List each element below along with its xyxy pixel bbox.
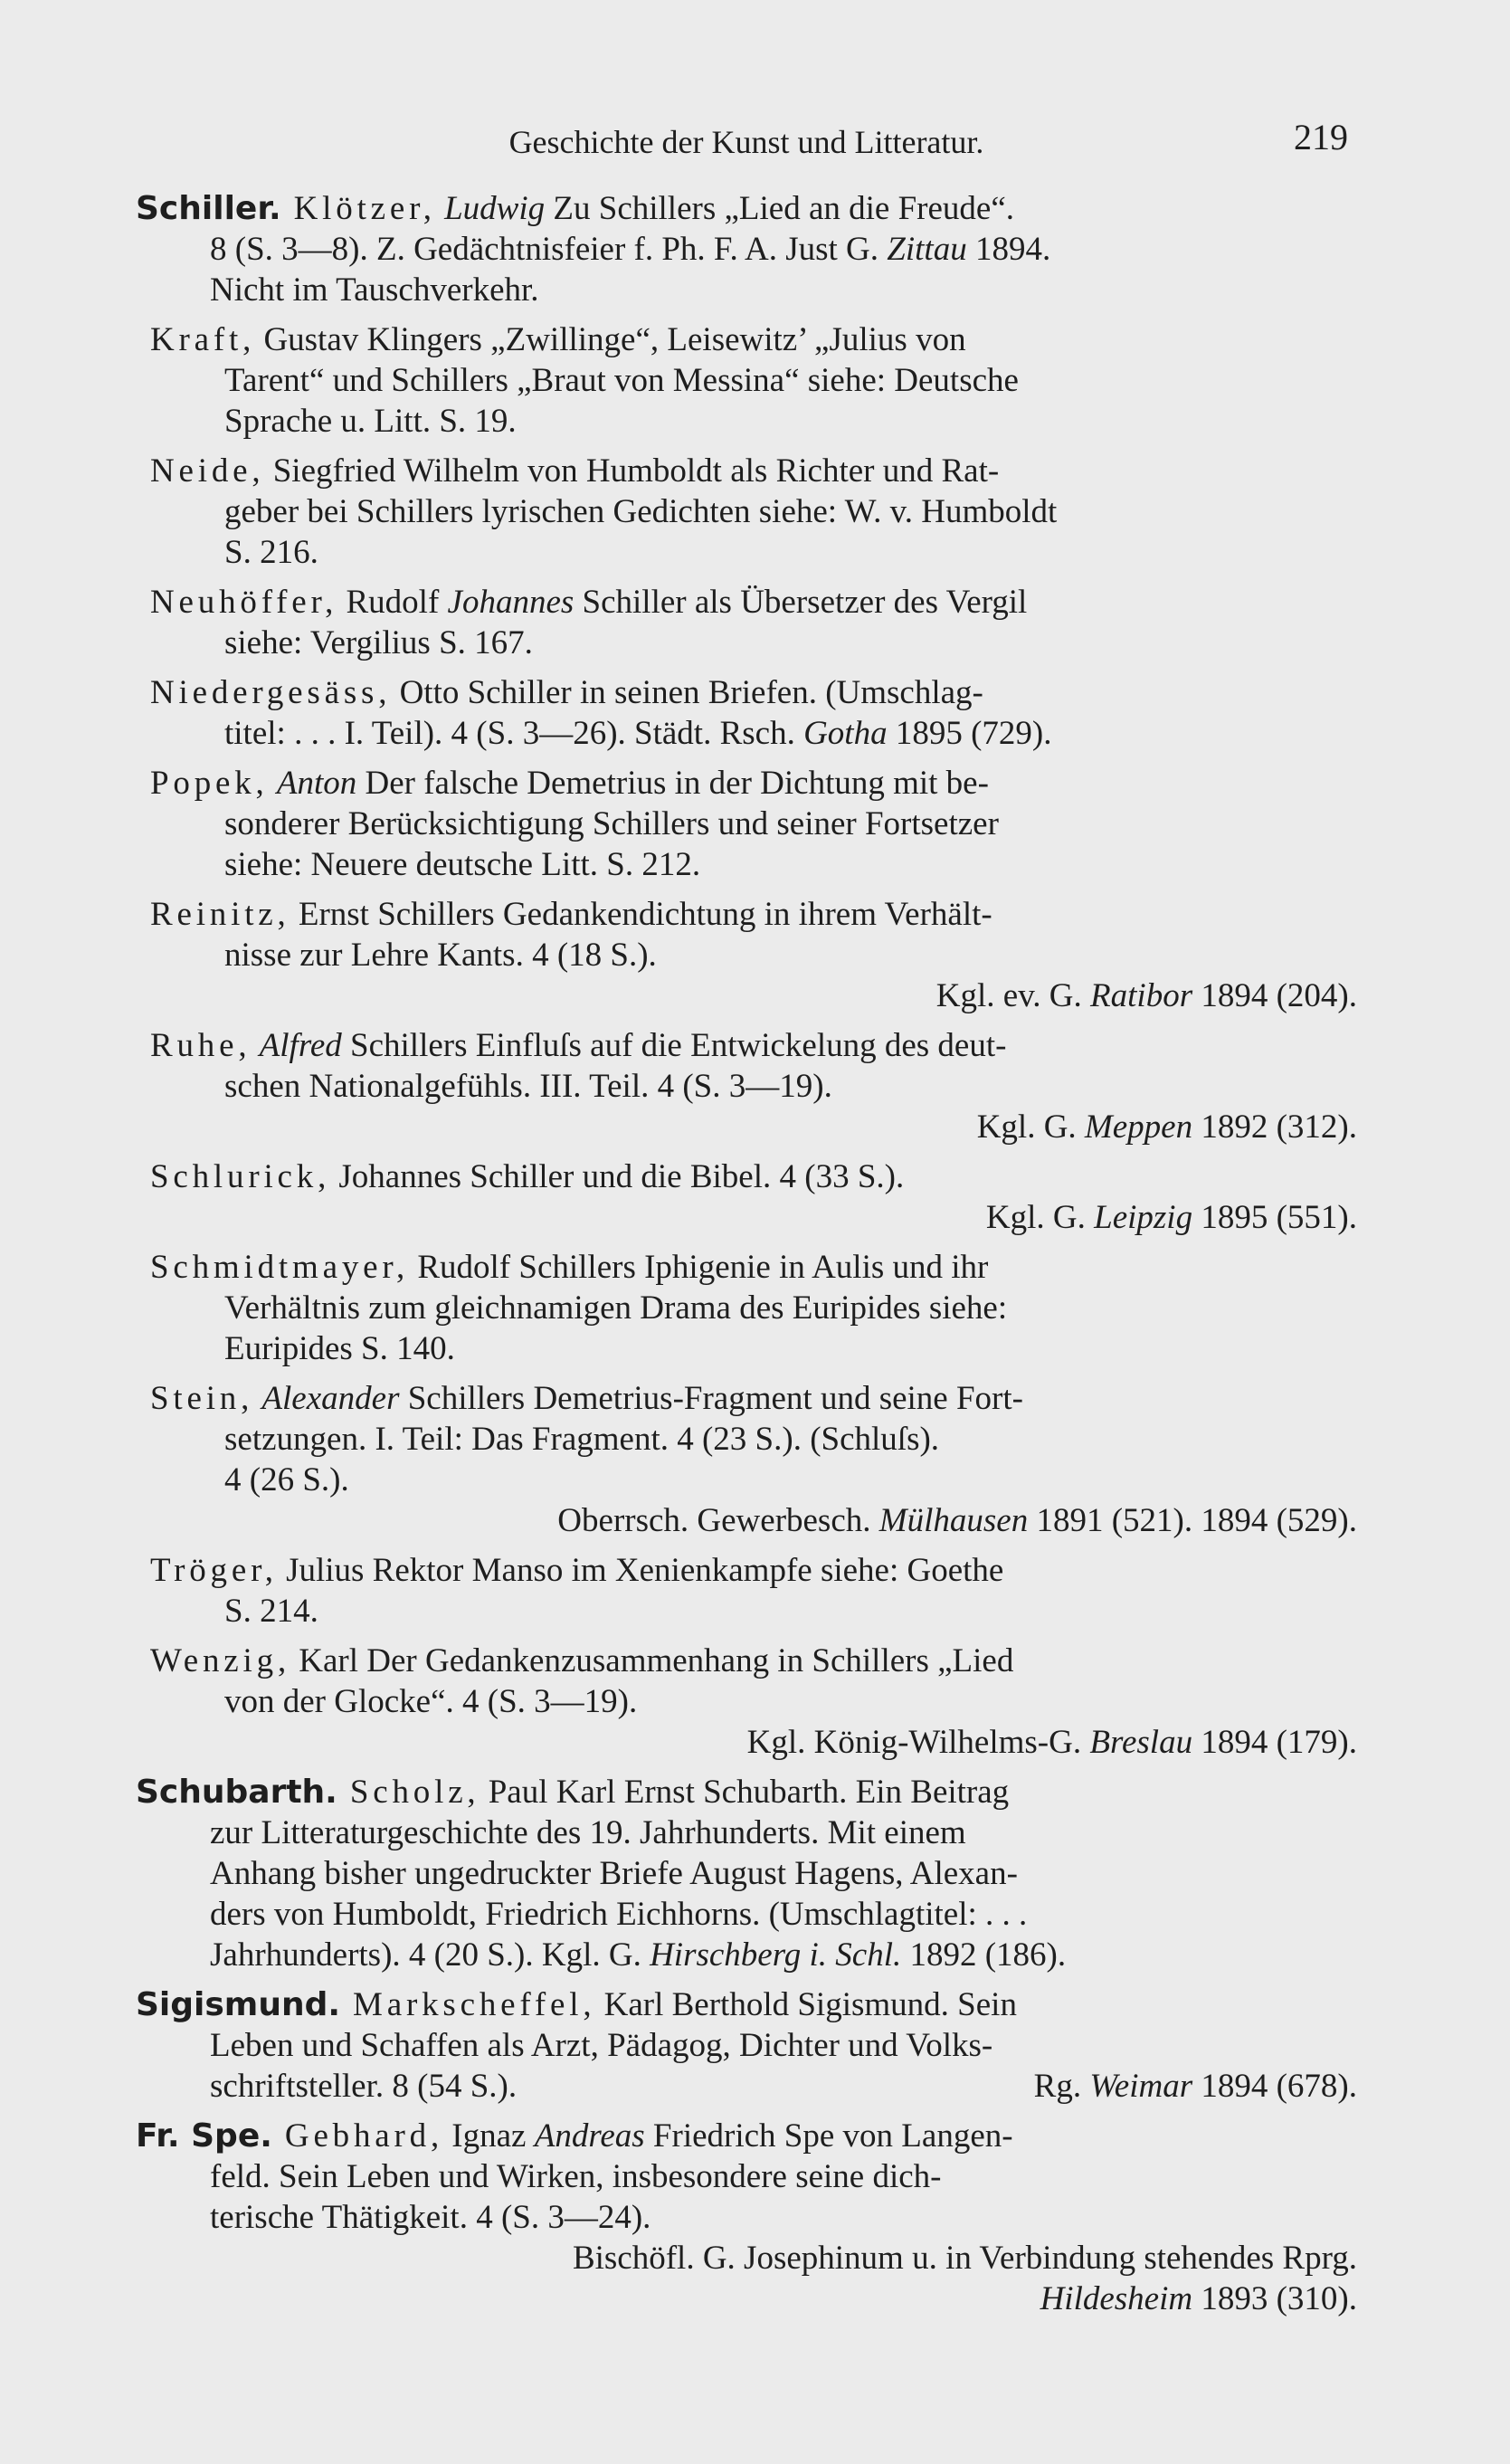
entry-text: 8 (S. 3—8). Z. Gedächtnisfeier f. Ph. F. A. Just G. — [210, 231, 879, 268]
entry-year: 1894 (204). — [1201, 977, 1357, 1014]
entry-text: zur Litteraturgeschichte des 19. Jahrhunderts. Mit einem — [210, 1814, 966, 1851]
section-heading: Sigismund. — [136, 1986, 341, 2023]
entry-text: Karl Berthold Sigismund. Sein — [603, 1986, 1017, 2023]
bibliography-entry — [136, 1550, 1357, 1632]
entry-text: Ignaz — [451, 2117, 527, 2155]
running-header — [145, 116, 1348, 170]
entry-text: Der falsche Demetrius in der Dichtung mit be- — [365, 765, 989, 802]
bibliography-entry — [136, 1378, 1357, 1541]
entry-text: schriftsteller. 8 (54 S.). — [210, 2068, 518, 2105]
entry-author: Stein, — [150, 1380, 254, 1417]
entry-given-name: Ludwig — [444, 190, 546, 227]
entry-text: Jahrhunderts). 4 (20 S.). Kgl. G. — [210, 1936, 641, 1974]
entry-given-name: Andreas — [534, 2117, 645, 2155]
entry-text: Euripides S. 140. — [224, 1330, 455, 1367]
entry-author: Schlurick, — [150, 1158, 331, 1195]
entry-given-name: Alexander — [261, 1380, 400, 1417]
entry-year: 1894 (179). — [1201, 1724, 1357, 1761]
section-heading: Schiller. — [136, 190, 281, 227]
entry-place: Hildesheim — [1040, 2280, 1193, 2317]
entry-text: siehe: Vergilius S. 167. — [224, 624, 533, 661]
entry-author: Markscheffel, — [353, 1986, 596, 2023]
bibliography-entry — [136, 1247, 1357, 1369]
entry-place: Mülhausen — [878, 1502, 1029, 1539]
entry-author: Kraft, — [150, 321, 256, 358]
bibliography-entry — [136, 763, 1357, 885]
bibliography-entry — [136, 188, 1357, 310]
bibliography-entry — [136, 1772, 1357, 1975]
entry-author: Ruhe, — [150, 1027, 252, 1064]
bibliography-entry — [136, 1025, 1357, 1147]
entry-year: 1892 (186). — [909, 1936, 1067, 1974]
entry-text: Otto Schiller in seinen Briefen. (Umschlag- — [399, 674, 983, 711]
entry-text: 4 (26 S.). — [224, 1461, 349, 1498]
entry-text: ders von Humboldt, Friedrich Eichhorns. (Umschlagtitel: . . . — [210, 1896, 1028, 1933]
entry-school: Kgl. G. — [985, 1199, 1086, 1236]
entry-author: Tröger, — [150, 1552, 278, 1589]
entry-year: 1891 (521). 1894 (529). — [1036, 1502, 1357, 1539]
entry-place: Leipzig — [1094, 1199, 1193, 1236]
entry-text: setzungen. I. Teil: Das Fragment. 4 (23 S.). (Schluſs). — [224, 1421, 940, 1458]
entry-author: Schmidtmayer, — [150, 1249, 410, 1286]
entry-place: Hirschberg i. Schl. — [650, 1936, 902, 1974]
entry-text: terische Thätigkeit. 4 (S. 3—24). — [210, 2199, 651, 2236]
entry-given-name: Johannes — [447, 584, 575, 621]
entry-text: Schiller als Übersetzer des Vergil — [582, 584, 1028, 621]
entry-text: Ernst Schillers Gedankendichtung in ihrem Verhält- — [298, 896, 992, 933]
bibliography-entry — [136, 451, 1357, 573]
running-title: Geschichte der Kunst und Litteratur. — [508, 124, 984, 160]
entry-given-name: Alfred — [259, 1027, 342, 1064]
entry-text: von der Glocke“. 4 (S. 3—19). — [224, 1683, 638, 1720]
entry-text: titel: . . . I. Teil). 4 (S. 3—26). Städt. Rsch. — [224, 715, 795, 752]
entry-text: Schillers Einfluſs auf die Entwickelung des deut- — [350, 1027, 1007, 1064]
entry-author: Klötzer, — [293, 190, 436, 227]
entry-text: Anhang bisher ungedruckter Briefe August Hagens, Alexan- — [210, 1855, 1018, 1892]
section-heading: Schubarth. — [136, 1774, 337, 1811]
entry-school: Kgl. G. — [976, 1108, 1077, 1146]
entry-text: S. 214. — [224, 1593, 318, 1630]
entry-text: Karl Der Gedankenzusammenhang in Schillers „Lied — [299, 1642, 1014, 1679]
entry-text: nisse zur Lehre Kants. 4 (18 S.). — [224, 937, 657, 974]
entry-text: Tarent“ und Schillers „Braut von Messina“ siehe: Deutsche — [224, 362, 1019, 399]
bibliography-entry — [136, 894, 1357, 1016]
entry-year: 1893 (310). — [1201, 2280, 1357, 2317]
entry-place: Breslau — [1089, 1724, 1193, 1761]
entry-text: Paul Karl Ernst Schubarth. Ein Beitrag — [488, 1774, 1010, 1811]
entry-text: Nicht im Tauschverkehr. — [210, 271, 539, 309]
entry-author: Scholz, — [349, 1774, 480, 1811]
entry-text: Friedrich Spe von Langen- — [652, 2117, 1013, 2155]
entry-text: siehe: Neuere deutsche Litt. S. 212. — [224, 846, 701, 883]
entry-place: Gotha — [803, 715, 888, 752]
bibliography-entry — [136, 1156, 1357, 1238]
entry-place: Weimar — [1089, 2068, 1193, 2105]
bibliography-entry — [136, 672, 1357, 754]
entry-school: Bischöfl. G. Josephinum u. in Verbindung stehendes Rprg. — [572, 2240, 1357, 2277]
entry-year: 1894 (678). — [1201, 2068, 1357, 2105]
bibliography-entry — [136, 319, 1357, 442]
entry-author: Wenzig, — [150, 1642, 291, 1679]
entry-author: Popek, — [150, 765, 269, 802]
entry-place: Ratibor — [1090, 977, 1193, 1014]
entry-school: Kgl. ev. G. — [935, 977, 1082, 1014]
entry-text: Rudolf Schillers Iphigenie in Aulis und ihr — [417, 1249, 989, 1286]
entry-text: Leben und Schaffen als Arzt, Pädagog, Dichter und Volks- — [210, 2027, 993, 2064]
entry-author: Reinitz, — [150, 896, 290, 933]
section-heading: Fr. Spe. — [136, 2117, 272, 2155]
bibliography-entry — [136, 582, 1357, 663]
entry-text: schen Nationalgefühls. III. Teil. 4 (S. 3—19). — [224, 1068, 832, 1105]
entry-year: 1895 (729). — [895, 715, 1052, 752]
entry-year: 1892 (312). — [1201, 1108, 1357, 1146]
entry-text: Sprache u. Litt. S. 19. — [224, 403, 517, 440]
entry-text: Johannes Schiller und die Bibel. 4 (33 S.). — [338, 1158, 905, 1195]
bibliography-entry — [136, 1984, 1357, 2107]
entry-school: Oberrsch. Gewerbesch. — [557, 1502, 871, 1539]
entry-text: Rudolf — [346, 584, 440, 621]
entry-text: Verhältnis zum gleichnamigen Drama des Euripides siehe: — [224, 1289, 1008, 1327]
entry-year: 1895 (551). — [1201, 1199, 1357, 1236]
entry-place: Meppen — [1084, 1108, 1193, 1146]
entry-text: Siegfried Wilhelm von Humboldt als Richter und Rat- — [272, 452, 1000, 490]
entry-text: Gustav Klingers „Zwillinge“, Leisewitz’ „Julius von — [263, 321, 966, 358]
entry-author: Niedergesäss, — [150, 674, 392, 711]
entry-author: Gebhard, — [284, 2117, 444, 2155]
entry-text: sonderer Berücksichtigung Schillers und seiner Fortsetzer — [224, 805, 999, 842]
entry-text: Julius Rektor Manso im Xenienkampfe siehe: Goethe — [286, 1552, 1004, 1589]
entry-text: Zu Schillers „Lied an die Freude“. — [553, 190, 1014, 227]
entry-school: Rg. — [1033, 2068, 1082, 2105]
entry-given-name: Anton — [276, 765, 357, 802]
entry-author: Neide, — [150, 452, 265, 490]
entry-text: Schillers Demetrius-Fragment und seine Fort- — [407, 1380, 1023, 1417]
entry-place: Zittau — [887, 231, 967, 268]
entry-text: geber bei Schillers lyrischen Gedichten siehe: W. v. Humboldt — [224, 493, 1058, 530]
entry-author: Neuhöffer, — [150, 584, 338, 621]
bibliography-list — [136, 188, 1357, 2328]
entry-text: feld. Sein Leben und Wirken, insbesondere seine dich- — [210, 2158, 942, 2195]
entry-school: Kgl. König-Wilhelms-G. — [746, 1724, 1082, 1761]
page-number: 219 — [1294, 117, 1348, 157]
bibliography-entry — [136, 2116, 1357, 2319]
entry-text: S. 216. — [224, 534, 318, 571]
entry-year: 1894. — [974, 231, 1051, 268]
bibliography-entry — [136, 1641, 1357, 1763]
